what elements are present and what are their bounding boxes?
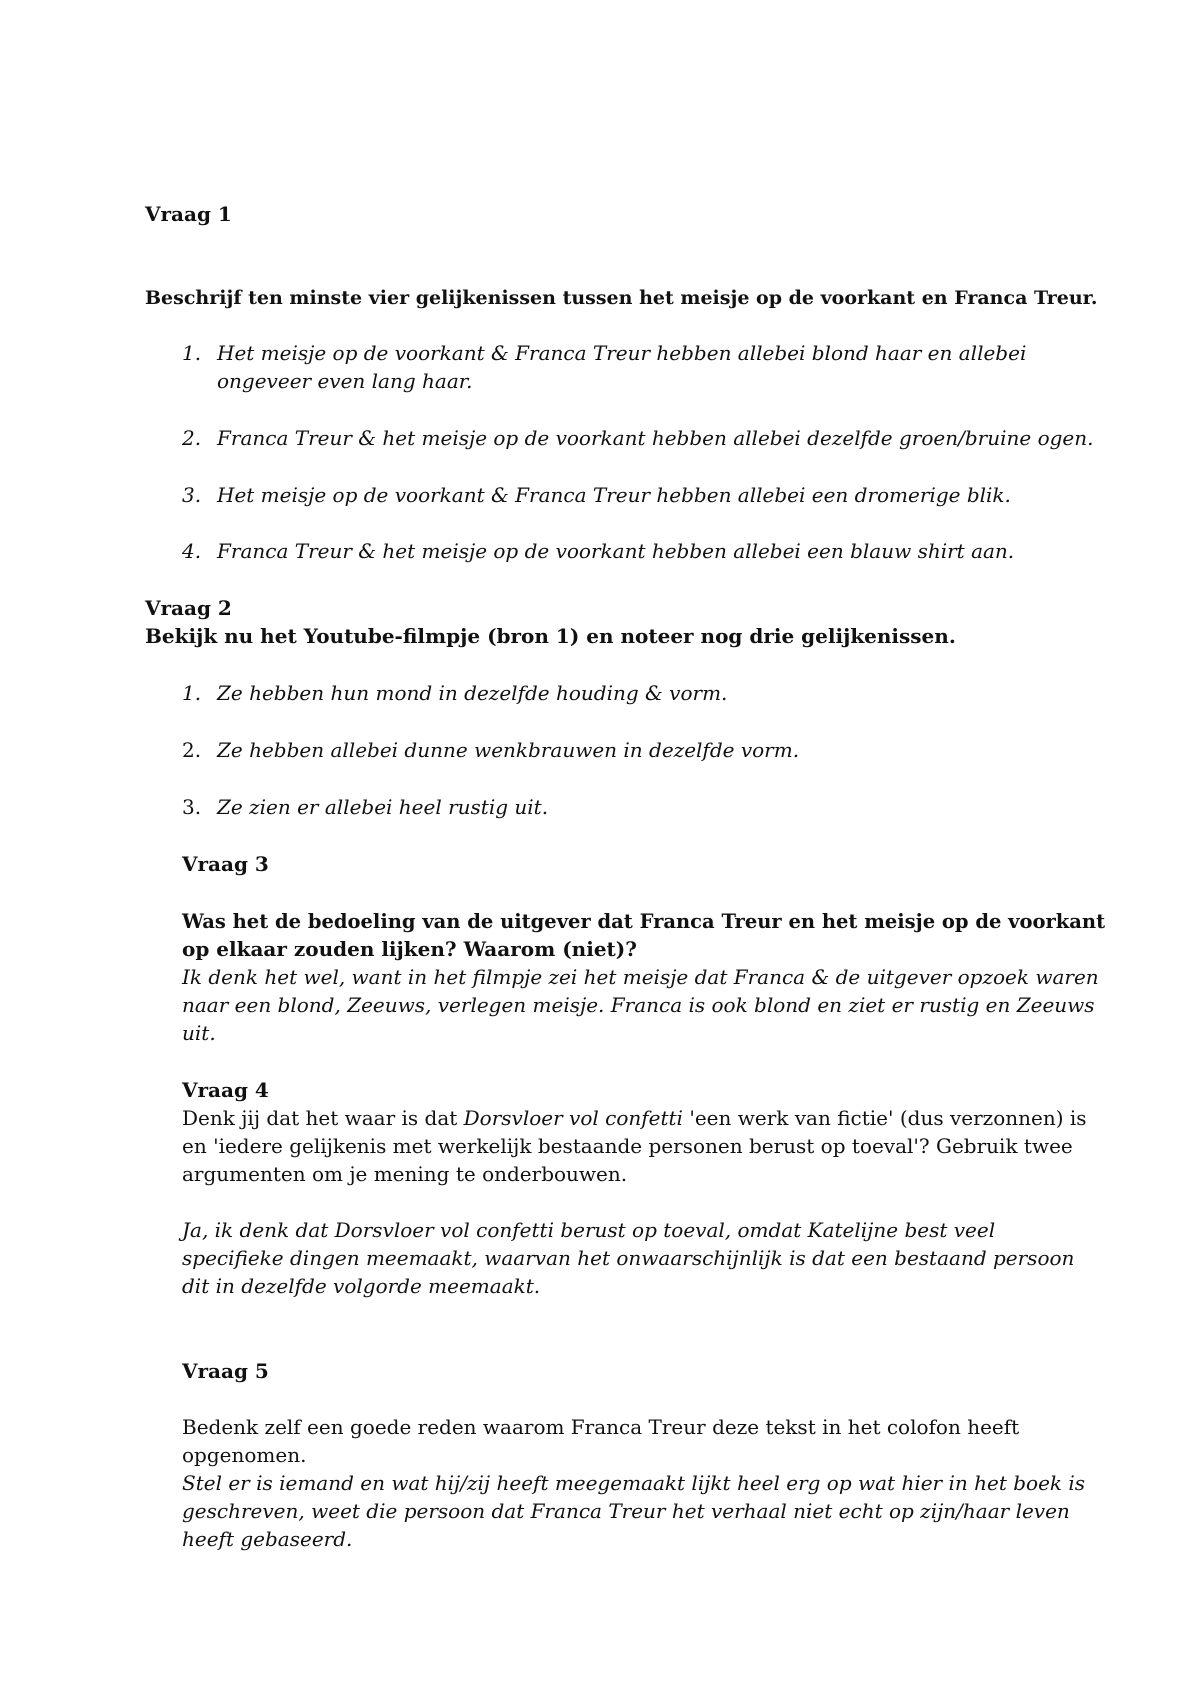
q5-answer-line: geschreven, weet die persoon dat Franca Treur het verhaal niet echt op zijn/haar leven: [182, 1499, 1070, 1523]
q2-question: Bekijk nu het Youtube-filmpje (bron 1) en noteer nog drie gelijkenissen.: [145, 624, 956, 648]
q4-answer-line: dit in dezelfde volgorde meemaakt.: [182, 1274, 541, 1298]
list-text-line: Het meisje op de voorkant & Franca Treur hebben allebei een dromerige blik.: [217, 483, 1011, 507]
list-number: 3.: [182, 483, 202, 507]
book-title: Dorsvloer vol confetti: [463, 1106, 683, 1130]
q5-answer-line: heeft gebaseerd.: [182, 1527, 353, 1551]
list-text-line: Ze hebben allebei dunne wenkbrauwen in dezelfde vorm.: [217, 738, 800, 762]
q5-title: Vraag 5: [182, 1359, 269, 1383]
q3-question-line: op elkaar zouden lijken? Waarom (niet)?: [182, 937, 637, 961]
q4-question-text: Denk jij dat het waar is dat: [182, 1106, 464, 1130]
list-text-line: Franca Treur & het meisje op de voorkant hebben allebei een blauw shirt aan.: [217, 539, 1015, 563]
q3-answer-line: naar een blond, Zeeuws, verlegen meisje. Franca is ook blond en ziet er rustig en Zeeuws: [182, 993, 1095, 1017]
q2-title: Vraag 2: [145, 596, 232, 620]
list-number: 2.: [182, 738, 202, 762]
q5-question-line: Bedenk zelf een goede reden waarom Franca Treur deze tekst in het colofon heeft: [182, 1415, 1020, 1439]
q4-question-line: argumenten om je mening te onderbouwen.: [182, 1162, 628, 1186]
q5-question-line: opgenomen.: [182, 1443, 307, 1467]
list-number: 1.: [182, 341, 202, 365]
list-number: 4.: [182, 539, 202, 563]
q3-answer-line: Ik denk het wel, want in het filmpje zei het meisje dat Franca & de uitgever opzoek waren: [182, 965, 1099, 989]
q1-title: Vraag 1: [145, 202, 232, 226]
q4-answer-line: Ja, ik denk dat Dorsvloer vol confetti berust op toeval, omdat Katelijne best veel: [182, 1218, 996, 1242]
list-text-line: ongeveer even lang haar.: [217, 369, 473, 393]
list-text-line: Het meisje op de voorkant & Franca Treur hebben allebei blond haar en allebei: [217, 341, 1027, 365]
q4-answer-line: specifieke dingen meemaakt, waarvan het onwaarschijnlijk is dat een bestaand persoon: [182, 1246, 1075, 1270]
list-text-line: Ze zien er allebei heel rustig uit.: [217, 795, 549, 819]
list-number: 2.: [182, 426, 202, 450]
q3-title: Vraag 3: [182, 852, 269, 876]
q4-question-text: 'een werk van fictie' (dus verzonnen) is: [682, 1106, 1087, 1130]
q4-title: Vraag 4: [182, 1078, 269, 1102]
q3-answer-line: uit.: [182, 1021, 216, 1045]
list-text-line: Ze hebben hun mond in dezelfde houding & vorm.: [217, 681, 728, 705]
q4-question-line: en 'iedere gelijkenis met werkelijk bestaande personen berust op toeval'? Gebruik twee: [182, 1134, 1073, 1158]
q5-answer-line: Stel er is iemand en wat hij/zij heeft meegemaakt lijkt heel erg op wat hier in het boek is: [182, 1471, 1086, 1495]
q1-question: Beschrijf ten minste vier gelijkenissen tussen het meisje op de voorkant en Franca Treur.: [145, 287, 1098, 309]
list-text-line: Franca Treur & het meisje op de voorkant hebben allebei dezelfde groen/bruine ogen.: [217, 426, 1094, 450]
list-number: 3.: [182, 795, 202, 819]
list-number: 1.: [182, 681, 202, 705]
q3-question-line: Was het de bedoeling van de uitgever dat Franca Treur en het meisje op de voorkant: [182, 910, 1106, 933]
q4-question-line: [182, 1104, 1087, 1133]
